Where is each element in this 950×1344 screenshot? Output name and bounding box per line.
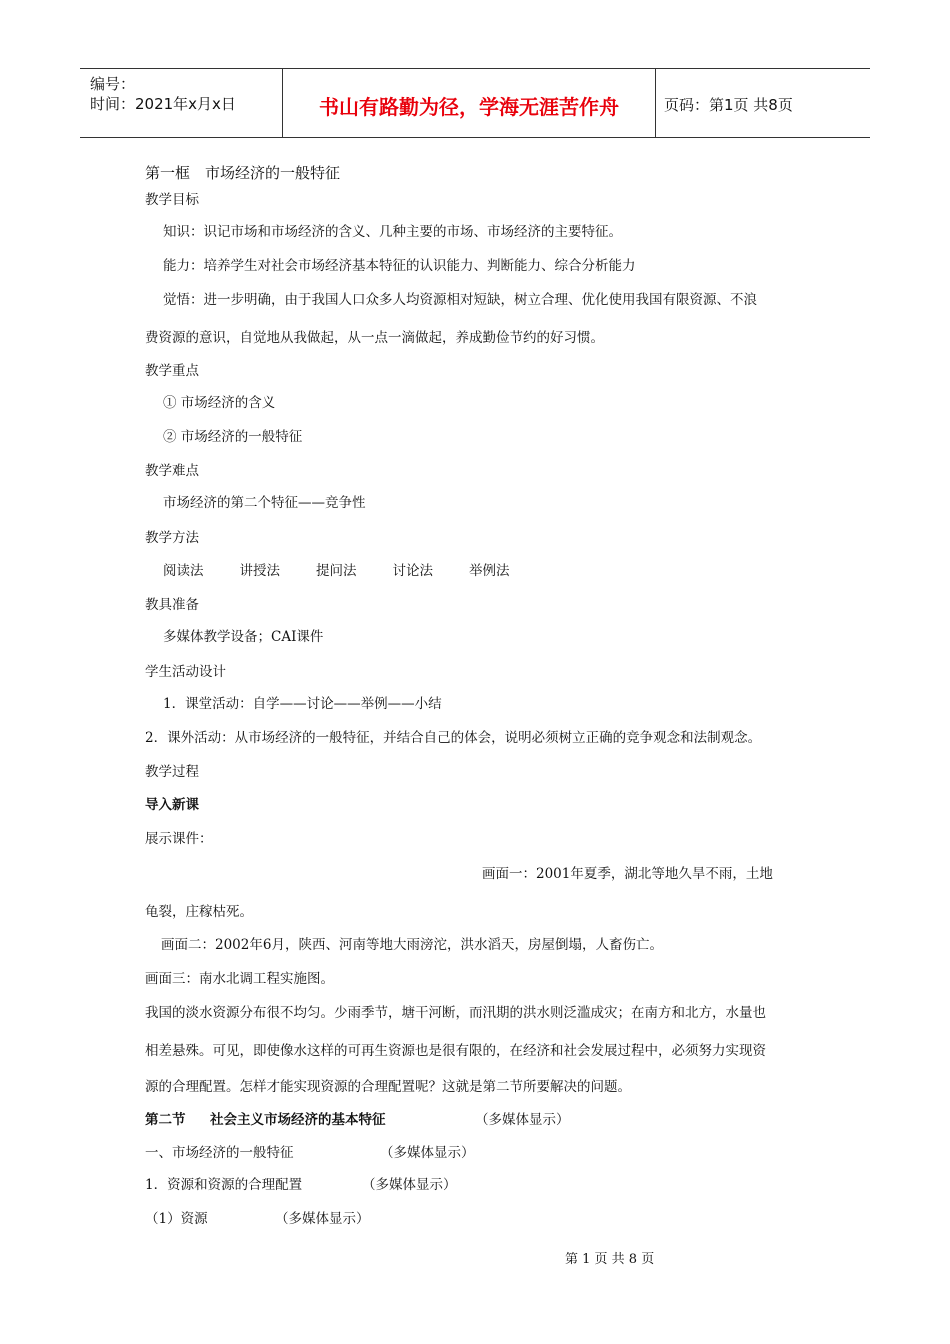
section-title: 社会主义市场经济的基本特征 — [210, 1112, 386, 1128]
heading-intro: 导入新课 — [145, 797, 199, 813]
header-right-cell — [656, 69, 870, 137]
subsection-1-title: 一、市场经济的一般特征 — [145, 1145, 294, 1161]
heading-tools: 教具准备 — [145, 597, 199, 613]
heading-methods: 教学方法 — [145, 530, 199, 546]
heading-difficulty: 教学难点 — [145, 463, 199, 479]
subsection-2-note: （多媒体显示） — [362, 1177, 457, 1193]
header-time: 时间：2021年x月x日 — [90, 95, 236, 113]
method-item: 举例法 — [469, 563, 510, 579]
goal-knowledge: 知识：识记市场和市场经济的含义、几种主要的市场、市场经济的主要特征。 — [163, 224, 622, 240]
tools-1: 多媒体教学设备；CAI课件 — [163, 629, 324, 645]
header-page-number: 页码：第1页 共8页 — [664, 96, 793, 114]
activity-1: 1．课堂活动：自学——讨论——举例——小结 — [163, 696, 442, 712]
scene-1-line-2: 龟裂，庄稼枯死。 — [145, 904, 253, 920]
goal-awareness-line-2: 费资源的意识，自觉地从我做起，从一点一滴做起，养成勤俭节约的好习惯。 — [145, 330, 604, 346]
paragraph-line-3: 源的合理配置。怎样才能实现资源的合理配置呢？这就是第二节所要解决的问题。 — [145, 1079, 631, 1095]
header-left-cell — [80, 69, 282, 137]
page-footer: 第 1 页 共 8 页 — [565, 1252, 655, 1267]
scene-3: 画面三：南水北调工程实施图。 — [145, 971, 334, 987]
heading-activities: 学生活动设计 — [145, 664, 226, 680]
subsection-3-title: （1）资源 — [145, 1211, 208, 1227]
methods-list — [163, 559, 510, 579]
heading-key-points: 教学重点 — [145, 363, 199, 379]
scene-1-line-1: 画面一：2001年夏季，湖北等地久旱不雨，土地 — [482, 866, 773, 882]
method-item: 讨论法 — [392, 563, 433, 579]
heading-teaching-goals: 教学目标 — [145, 192, 199, 208]
section-label: 第二节 — [145, 1112, 186, 1128]
header-middle-cell — [282, 69, 656, 137]
heading-process: 教学过程 — [145, 764, 199, 780]
key-point-1: ① 市场经济的含义 — [163, 395, 276, 411]
method-item: 讲授法 — [239, 563, 280, 579]
page-title: 第一框 市场经济的一般特征 — [145, 164, 341, 182]
scene-2: 画面二：2002年6月，陕西、河南等地大雨滂沱，洪水滔天，房屋倒塌，人畜伤亡。 — [161, 937, 663, 953]
page-header — [80, 68, 870, 138]
key-point-2: ② 市场经济的一般特征 — [163, 429, 303, 445]
subsection-1-note: （多媒体显示） — [380, 1145, 475, 1161]
header-motto: 书山有路勤为径，学海无涯苦作舟 — [319, 95, 619, 119]
header-number: 编号： — [90, 75, 136, 93]
goal-ability: 能力：培养学生对社会市场经济基本特征的认识能力、判断能力、综合分析能力 — [163, 258, 636, 274]
paragraph-line-1: 我国的淡水资源分布很不均匀。少雨季节，塘干河断，而汛期的洪水则泛滥成灾；在南方和北方，水量也 — [145, 1005, 766, 1021]
section-note: （多媒体显示） — [475, 1112, 570, 1128]
goal-awareness-line-1: 觉悟：进一步明确，由于我国人口众多人均资源相对短缺，树立合理、优化使用我国有限资源、不浪 — [163, 292, 757, 308]
paragraph-line-2: 相差悬殊。可见，即使像水这样的可再生资源也是很有限的，在经济和社会发展过程中，必须努力实现资 — [145, 1043, 766, 1059]
subsection-3-note: （多媒体显示） — [275, 1211, 370, 1227]
show-courseware-label: 展示课件： — [145, 831, 213, 847]
difficulty-1: 市场经济的第二个特征——竞争性 — [163, 495, 366, 511]
method-item: 提问法 — [316, 563, 357, 579]
activity-2: 2．课外活动：从市场经济的一般特征，并结合自己的体会，说明必须树立正确的竞争观念和法制观念。 — [145, 730, 762, 746]
subsection-2-title: 1．资源和资源的合理配置 — [145, 1177, 303, 1193]
method-item: 阅读法 — [163, 563, 204, 579]
